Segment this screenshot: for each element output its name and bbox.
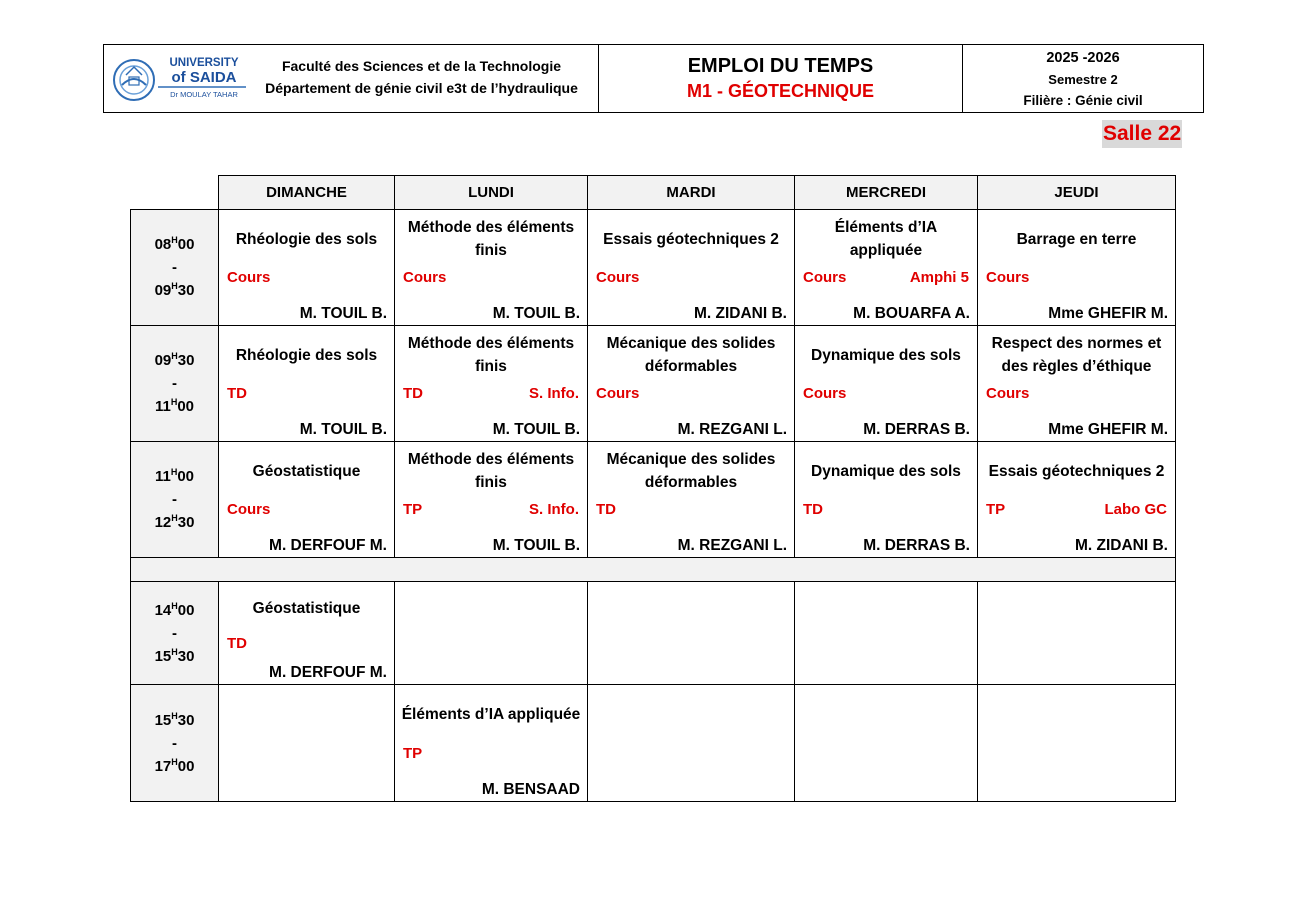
day-header-lundi: LUNDI xyxy=(394,175,588,210)
course-subject: Éléments d’IA appliquée xyxy=(834,219,938,259)
session-type: Cours xyxy=(596,269,640,286)
session-type: Cours xyxy=(803,385,847,402)
course-cell xyxy=(218,441,395,558)
academic-year: 2025 -2026 xyxy=(1046,50,1120,66)
course-cell xyxy=(218,581,395,685)
empty-cell xyxy=(794,581,978,685)
session-type: TD xyxy=(227,635,247,652)
session-type: TD xyxy=(227,385,247,402)
time-slot xyxy=(130,684,219,802)
logo-line-2: of SAIDA xyxy=(171,69,237,86)
teacher-name: M. TOUIL B. xyxy=(299,305,387,322)
course-cell xyxy=(394,209,588,326)
teacher-name: M. TOUIL B. xyxy=(492,305,580,322)
room-badge: Salle 22 xyxy=(1102,120,1182,148)
empty-cell xyxy=(794,684,978,802)
session-type: TP xyxy=(403,745,423,762)
course-subject: Rhéologie des sols xyxy=(235,347,378,364)
session-type: Cours xyxy=(403,269,447,286)
course-subject: Éléments d’IA appliquée xyxy=(401,706,581,723)
semester-label: Semestre 2 xyxy=(1048,72,1118,87)
course-subject: Rhéologie des sols xyxy=(235,231,378,248)
lunch-break-row xyxy=(130,557,1176,582)
time-separator: - xyxy=(172,491,177,508)
session-room: Labo GC xyxy=(1104,501,1167,518)
course-subject: Dynamique des sols xyxy=(811,463,961,480)
day-header-mardi: MARDI xyxy=(587,175,795,210)
teacher-name: M. TOUIL B. xyxy=(299,421,387,438)
page-title: EMPLOI DU TEMPS xyxy=(687,55,874,77)
session-type: Cours xyxy=(986,385,1030,402)
session-type: TD xyxy=(803,501,823,518)
department-name: Département de génie civil e3t de l’hydraulique xyxy=(265,80,578,96)
course-subject: Méthode des éléments finis xyxy=(407,451,575,491)
teacher-name: M. DERRAS B. xyxy=(863,537,970,554)
course-cell xyxy=(218,209,395,326)
course-cell xyxy=(218,325,395,442)
session-type: Cours xyxy=(986,269,1030,286)
course-subject: Géostatistique xyxy=(252,463,361,480)
course-cell xyxy=(587,209,795,326)
course-cell xyxy=(394,441,588,558)
teacher-name: M. DERRAS B. xyxy=(863,421,970,438)
teacher-name: M. REZGANI L. xyxy=(677,421,787,438)
time-slot xyxy=(130,325,219,442)
course-cell xyxy=(587,325,795,442)
course-cell xyxy=(977,441,1176,558)
header-title-block xyxy=(599,45,963,112)
logo-line-1: UNIVERSITY xyxy=(169,57,239,69)
course-cell xyxy=(977,325,1176,442)
day-header-mercredi: MERCREDI xyxy=(794,175,978,210)
time-separator: - xyxy=(172,624,177,642)
day-header-dimanche: DIMANCHE xyxy=(218,175,395,210)
university-logo-icon xyxy=(112,53,246,107)
time-start: $15^H30$ xyxy=(154,710,195,729)
session-type: Cours xyxy=(596,385,640,402)
session-type: Cours xyxy=(227,501,271,518)
course-subject: Méthode des éléments finis xyxy=(407,219,575,259)
teacher-name: Mme GHEFIR M. xyxy=(1048,305,1168,322)
time-end: $11^H00$ xyxy=(154,397,195,415)
time-slot xyxy=(130,441,219,558)
session-room: Amphi 5 xyxy=(909,269,969,286)
faculty-name: Faculté des Sciences et de la Technologie xyxy=(281,58,562,74)
empty-cell xyxy=(394,581,588,685)
session-room: S. Info. xyxy=(529,501,579,518)
course-subject: Respect des normes et des règles d’éthique xyxy=(991,335,1162,375)
teacher-name: M. ZIDANI B. xyxy=(694,305,787,322)
course-subject: Géostatistique xyxy=(252,600,361,617)
course-subject: Mécanique des solides déformables xyxy=(606,451,776,491)
session-type: TD xyxy=(596,501,616,518)
course-cell xyxy=(394,684,588,802)
teacher-name: M. BOUARFA A. xyxy=(853,305,970,322)
filiere-label: Filière : Génie civil xyxy=(1023,93,1143,108)
course-subject: Barrage en terre xyxy=(1016,231,1137,248)
time-slot xyxy=(130,581,219,685)
empty-cell xyxy=(587,684,795,802)
teacher-name: M. ZIDANI B. xyxy=(1075,537,1168,554)
course-cell xyxy=(394,325,588,442)
course-subject: Mécanique des solides déformables xyxy=(606,335,776,375)
course-cell xyxy=(794,441,978,558)
course-cell xyxy=(977,209,1176,326)
header-term-block xyxy=(963,45,1203,112)
session-type: TD xyxy=(403,385,423,402)
teacher-name: M. TOUIL B. xyxy=(492,537,580,554)
teacher-name: M. DERFOUF M. xyxy=(269,537,387,554)
course-subject: Essais géotechniques 2 xyxy=(988,463,1165,480)
teacher-name: Mme GHEFIR M. xyxy=(1048,421,1168,438)
session-type: TP xyxy=(986,501,1006,518)
session-room: S. Info. xyxy=(529,385,579,402)
course-subject: Essais géotechniques 2 xyxy=(603,231,779,248)
course-cell xyxy=(587,441,795,558)
teacher-name: M. REZGANI L. xyxy=(677,537,787,554)
empty-cell xyxy=(977,684,1176,802)
empty-cell xyxy=(587,581,795,685)
time-end: $12^H30$ xyxy=(154,513,195,531)
course-subject: Dynamique des sols xyxy=(811,347,961,364)
teacher-name: M. DERFOUF M. xyxy=(269,664,387,681)
time-start: $11^H00$ xyxy=(154,467,195,485)
course-cell xyxy=(794,325,978,442)
header-banner xyxy=(103,44,1204,113)
time-end: $17^H00$ xyxy=(154,756,195,775)
header-institution xyxy=(104,45,599,112)
time-slot xyxy=(130,209,219,326)
session-type: Cours xyxy=(227,269,271,286)
time-end: $09^H30$ xyxy=(154,281,195,299)
teacher-name: M. BENSAAD xyxy=(481,781,580,798)
time-separator: - xyxy=(172,375,177,392)
course-cell xyxy=(794,209,978,326)
session-type: TP xyxy=(403,501,423,518)
time-end: $15^H30$ xyxy=(154,646,195,665)
empty-cell xyxy=(977,581,1176,685)
logo-line-3: Dr MOULAY TAHAR xyxy=(170,90,238,99)
session-type: Cours xyxy=(803,269,847,286)
time-start: $09^H30$ xyxy=(154,351,195,369)
program-subtitle: M1 - GÉOTECHNIQUE xyxy=(686,81,874,101)
teacher-name: M. TOUIL B. xyxy=(492,421,580,438)
time-start: $14^H00$ xyxy=(154,600,195,619)
day-header-jeudi: JEUDI xyxy=(977,175,1176,210)
time-start: $08^H00$ xyxy=(154,235,195,253)
time-separator: - xyxy=(172,259,177,276)
empty-cell xyxy=(218,684,395,802)
time-separator: - xyxy=(172,734,177,752)
course-subject: Méthode des éléments finis xyxy=(407,335,575,375)
